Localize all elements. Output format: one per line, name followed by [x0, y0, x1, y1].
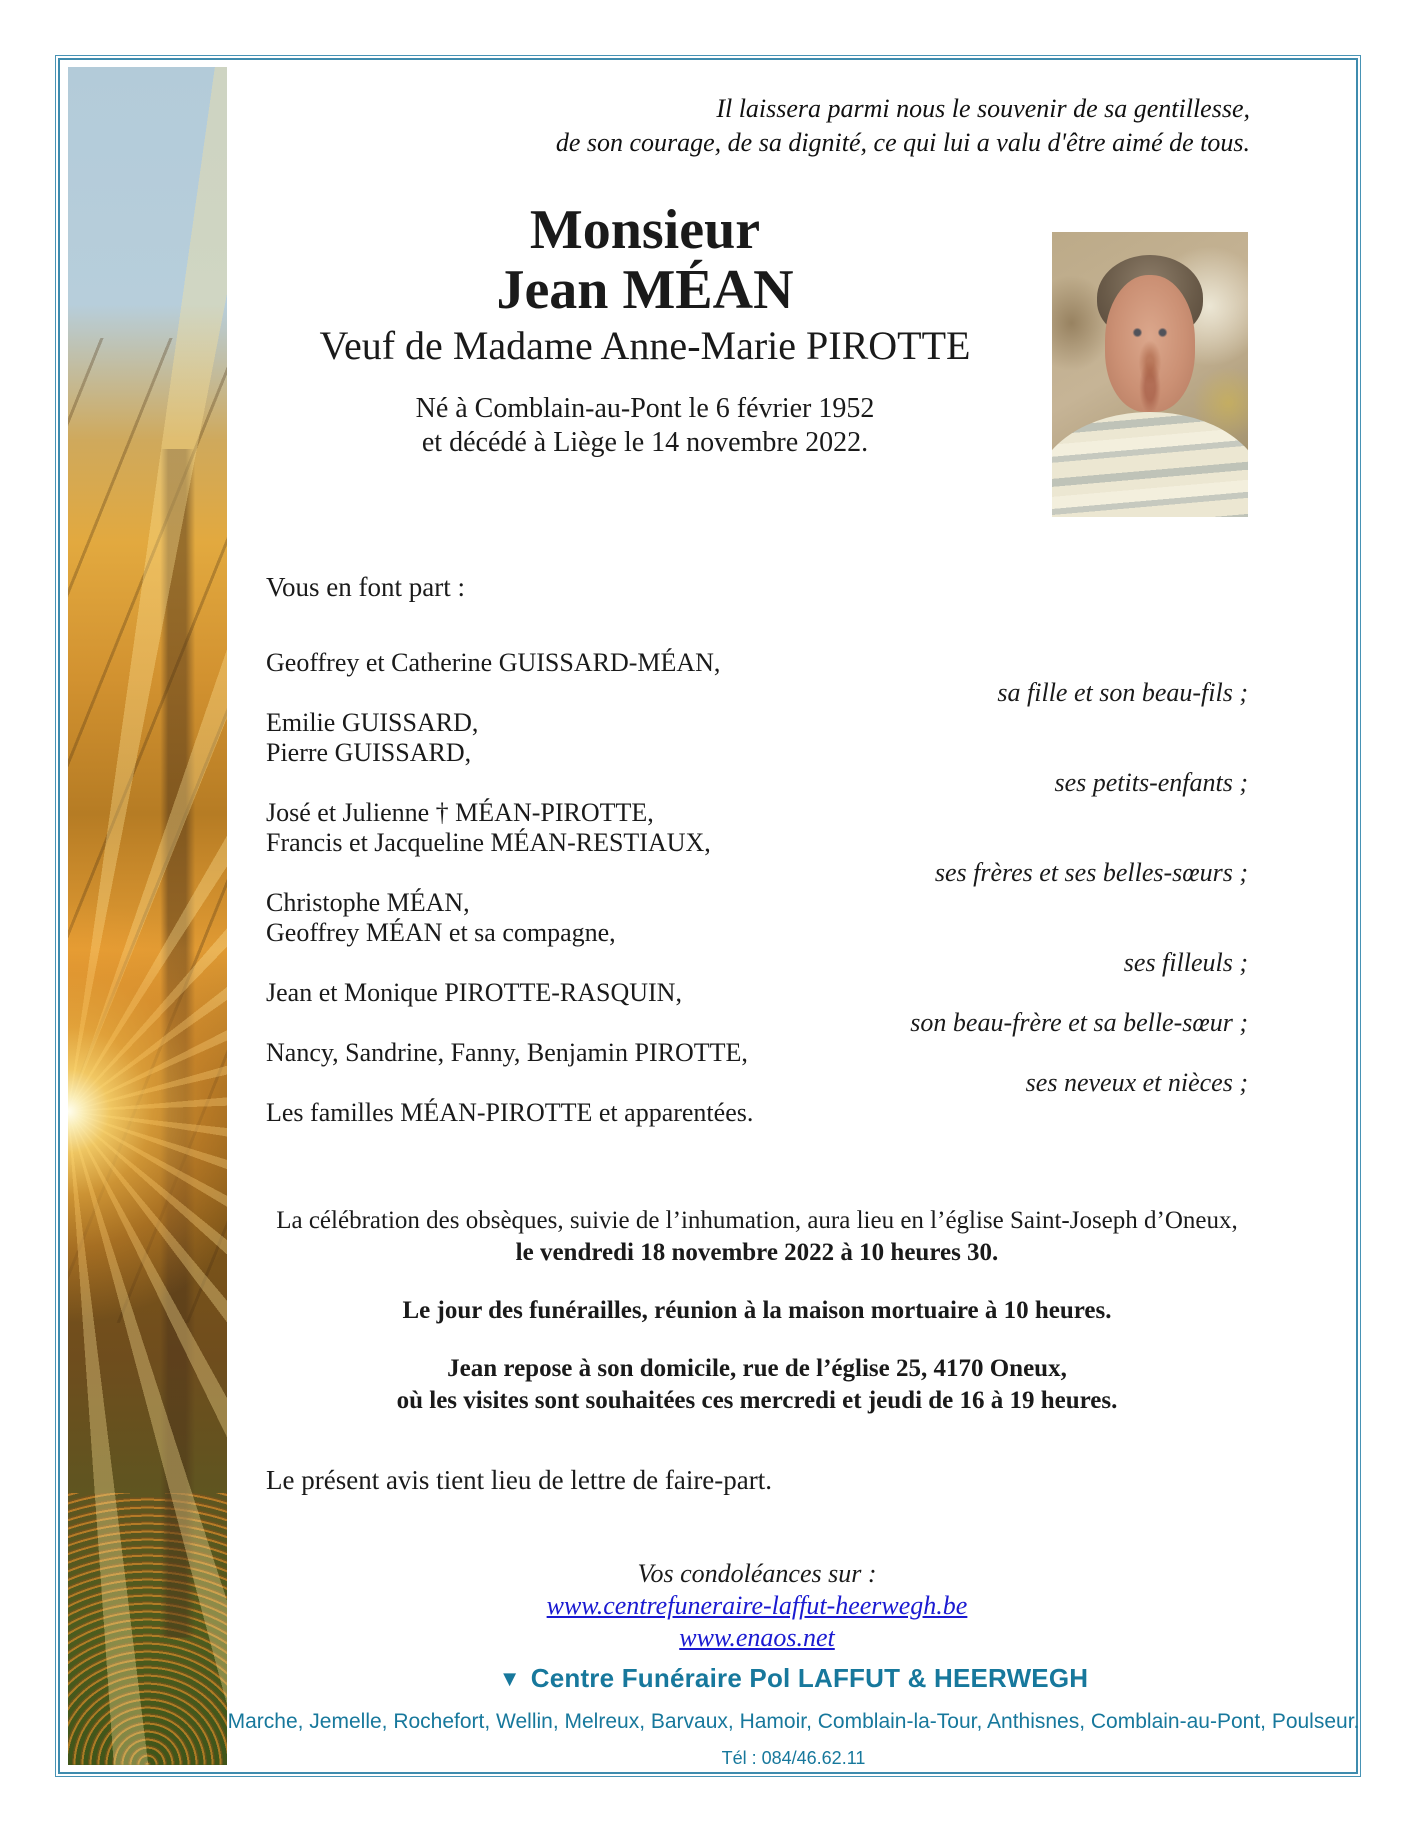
ceremony-line-5: où les visites sont souhaitées ces mercredi et jeudi de 16 à 19 heures. — [396, 1387, 1118, 1414]
family-relation: son beau-frère et sa belle-sœur ; — [910, 1008, 1248, 1037]
family-member: Les familles MÉAN-PIROTTE et apparentées. — [266, 1098, 754, 1127]
condolences-link-enaos[interactable]: www.enaos.net — [679, 1623, 835, 1652]
condolences-link-centrefuneraire[interactable]: www.centrefuneraire-laffut-heerwegh.be — [546, 1591, 968, 1620]
meeting-paragraph — [266, 1295, 1248, 1327]
family-member: Francis et Jacqueline MÉAN-RESTIAUX, — [266, 828, 711, 857]
ceremony-line-1: La célébration des obsèques, suivie de l’inhumation, aura lieu en l’église Saint-Joseph d’Oneux, — [276, 1207, 1238, 1234]
funeral-home-phone: Tél : 084/46.62.11 — [721, 1748, 866, 1768]
triangle-icon: ▼ — [498, 1666, 521, 1691]
autumn-trees-image — [68, 67, 227, 1765]
ceremony-line-2: le vendredi 18 novembre 2022 à 10 heures 30. — [515, 1239, 999, 1266]
birth-line: Né à Comblain-au-Pont le 6 février 1952 — [415, 393, 875, 424]
deceased-name: Jean MÉAN — [496, 259, 794, 321]
family-relation: ses petits-enfants ; — [1054, 768, 1248, 797]
funeral-home-name — [227, 1663, 1360, 1694]
family-member: Nancy, Sandrine, Fanny, Benjamin PIROTTE, — [266, 1038, 748, 1067]
funeral-home-cities: Marche, Jemelle, Rochefort, Wellin, Melreux, Barvaux, Hamoir, Comblain-la-Tour, Anthisnes, Comblain-au-Pont, Poulseur. — [227, 1710, 1360, 1733]
death-line: et décédé à Liège le 14 novembre 2022. — [421, 427, 869, 458]
epitaph-line-1: Il laissera parmi nous le souvenir de sa gentillesse, — [716, 94, 1250, 123]
portrait-face — [1105, 275, 1195, 412]
epitaph — [556, 92, 1250, 160]
ceremony-paragraph — [266, 1205, 1248, 1269]
portrait-shirt — [1052, 412, 1248, 517]
funeral-home-footer — [227, 1663, 1360, 1769]
widower-line: Veuf de Madame Anne-Marie PIROTTE — [319, 323, 971, 368]
ceremony-line-3: Le jour des funérailles, réunion à la maison mortuaire à 10 heures. — [402, 1297, 1112, 1324]
ceremony-details — [266, 1205, 1248, 1443]
condolences-label: Vos condoléances sur : — [637, 1559, 877, 1588]
family-member: Geoffrey et Catherine GUISSARD-MÉAN, — [266, 648, 721, 677]
family-relation: sa fille et son beau-fils ; — [997, 678, 1248, 707]
family-member: Geoffrey MÉAN et sa compagne, — [266, 918, 616, 947]
announcement-intro: Vous en font part : — [266, 572, 465, 602]
epitaph-line-2: de son courage, de sa dignité, ce qui lui a valu d'être aimé de tous. — [555, 128, 1250, 157]
deceased-header — [232, 200, 1058, 460]
family-relation: ses frères et ses belles-sœurs ; — [934, 858, 1248, 887]
family-member: Emilie GUISSARD, — [266, 708, 479, 737]
family-member: Pierre GUISSARD, — [266, 738, 472, 767]
family-member: Jean et Monique PIROTTE-RASQUIN, — [266, 978, 682, 1007]
condolences-block — [266, 1558, 1248, 1654]
title-monsieur: Monsieur — [529, 199, 761, 261]
family-member: Christophe MÉAN, — [266, 888, 470, 917]
ceremony-line-4: Jean repose à son domicile, rue de l’église 25, 4170 Oneux, — [447, 1355, 1067, 1382]
family-member: José et Julienne † MÉAN-PIROTTE, — [266, 798, 654, 827]
portrait-photo — [1052, 232, 1248, 517]
visits-paragraph — [266, 1353, 1248, 1417]
family-list — [266, 648, 1248, 1128]
birth-death-lines — [232, 392, 1058, 460]
funeral-home-label: Centre Funéraire Pol LAFFUT & HEERWEGH — [530, 1663, 1089, 1693]
family-relation: ses neveux et nièces ; — [1025, 1068, 1248, 1097]
family-relation: ses filleuls ; — [1123, 948, 1248, 977]
faire-part-notice: Le présent avis tient lieu de lettre de faire-part. — [266, 1465, 773, 1495]
